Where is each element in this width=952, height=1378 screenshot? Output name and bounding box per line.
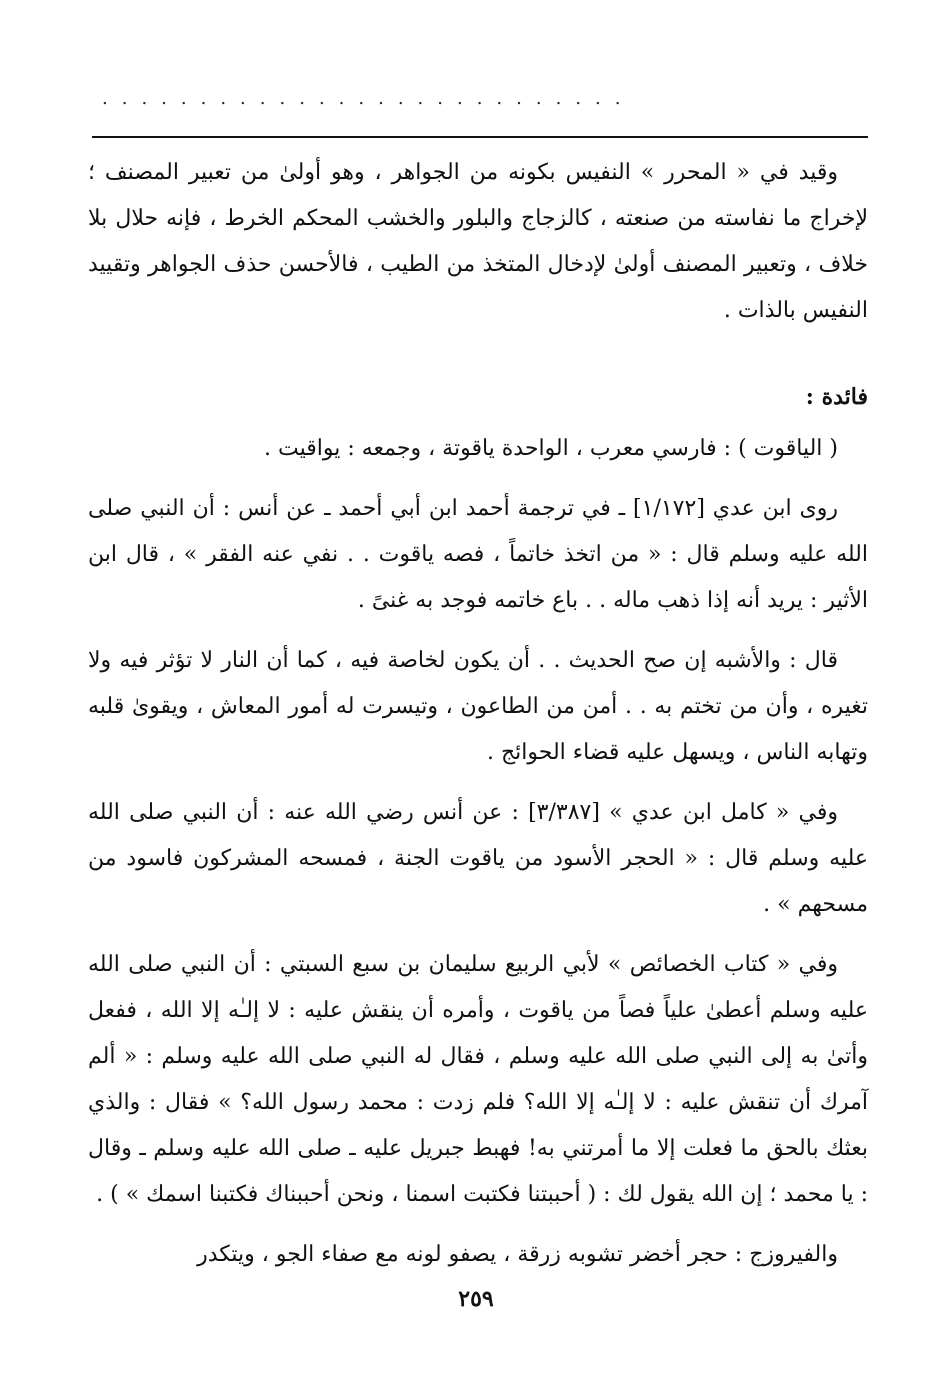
paragraph-1: وقيد في « المحرر » النفيس بكونه من الجواهر ، وهو أولىٰ من تعبير المصنف ؛ لإخراج ما نفاسته من صنعته ، كالزجاج والبلور والخشب المحكم الخرط ، فإنه حلال بلا خلاف ، وتعبير المصنف أولىٰ لإدخال المتخذ من الطيب ، فالأحسن حذف الجواهر وتقييد النفيس بالذات . — [88, 160, 868, 323]
paragraph-6: وفي « كتاب الخصائص » لأبي الربيع سليمان بن سبع السبتي : أن النبي صلى الله عليه وسلم أعطىٰ علياً فصاً من ياقوت ، وأمره أن ينقش عليه : لا إلـٰه إلا الله ، ففعل وأتىٰ به إلى النبي صلى الله عليه وسلم ، فقال له النبي صلى الله عليه وسلم : « ألم آمرك أن تنقش عليه : لا إلـٰه إلا الله؟ فلم زدت : محمد رسول الله؟ » فقال : والذي بعثك بالحق ما فعلت إلا ما أمرتني به! فهبط جبريل عليه ـ صلى الله عليه وسلم ـ وقال : يا محمد ؛ إن الله يقول لك : ( أحببتنا فكتبت اسمنا ، ونحن أحببناك فكتبنا اسمك » ) . — [88, 952, 868, 1207]
page-number: ٢٥٩ — [458, 1286, 494, 1312]
paragraph-7: والفيروزج : حجر أخضر تشوبه زرقة ، يصفو لونه مع صفاء الجو ، ويتكدر — [197, 1242, 838, 1267]
dotted-separator: ........................... — [102, 88, 635, 109]
paragraph-2: ( الياقوت ) : فارسي معرب ، الواحدة ياقوتة ، وجمعه : يواقيت . — [263, 436, 838, 461]
paragraph-5: وفي « كامل ابن عدي » [٣/٣٨٧] : عن أنس رضي الله عنه : أن النبي صلى الله عليه وسلم قال : « الحجر الأسود من ياقوت الجنة ، فمسحه المشركون فاسود من مسحهم » . — [88, 800, 868, 917]
horizontal-rule — [92, 136, 868, 138]
section-heading: فائدة : — [805, 384, 868, 410]
paragraph-3: روى ابن عدي [١/١٧٢] ـ في ترجمة أحمد ابن أبي أحمد ـ عن أنس : أن النبي صلى الله عليه وسلم قال : « من اتخذ خاتماً ، فصه ياقوت . . نفي عنه الفقر » ، قال ابن الأثير : يريد أنه إذا ذهب ماله . . باع خاتمه فوجد به غنىً . — [88, 496, 868, 613]
page-body — [88, 150, 868, 1292]
paragraph-4: قال : والأشبه إن صح الحديث . . أن يكون لخاصة فيه ، كما أن النار لا تؤثر فيه ولا تغيره ، وأن من تختم به . . أمن من الطاعون ، وتيسرت له أمور المعاش ، ويقوىٰ قلبه وتهابه الناس ، ويسهل عليه قضاء الحوائج . — [88, 648, 868, 765]
